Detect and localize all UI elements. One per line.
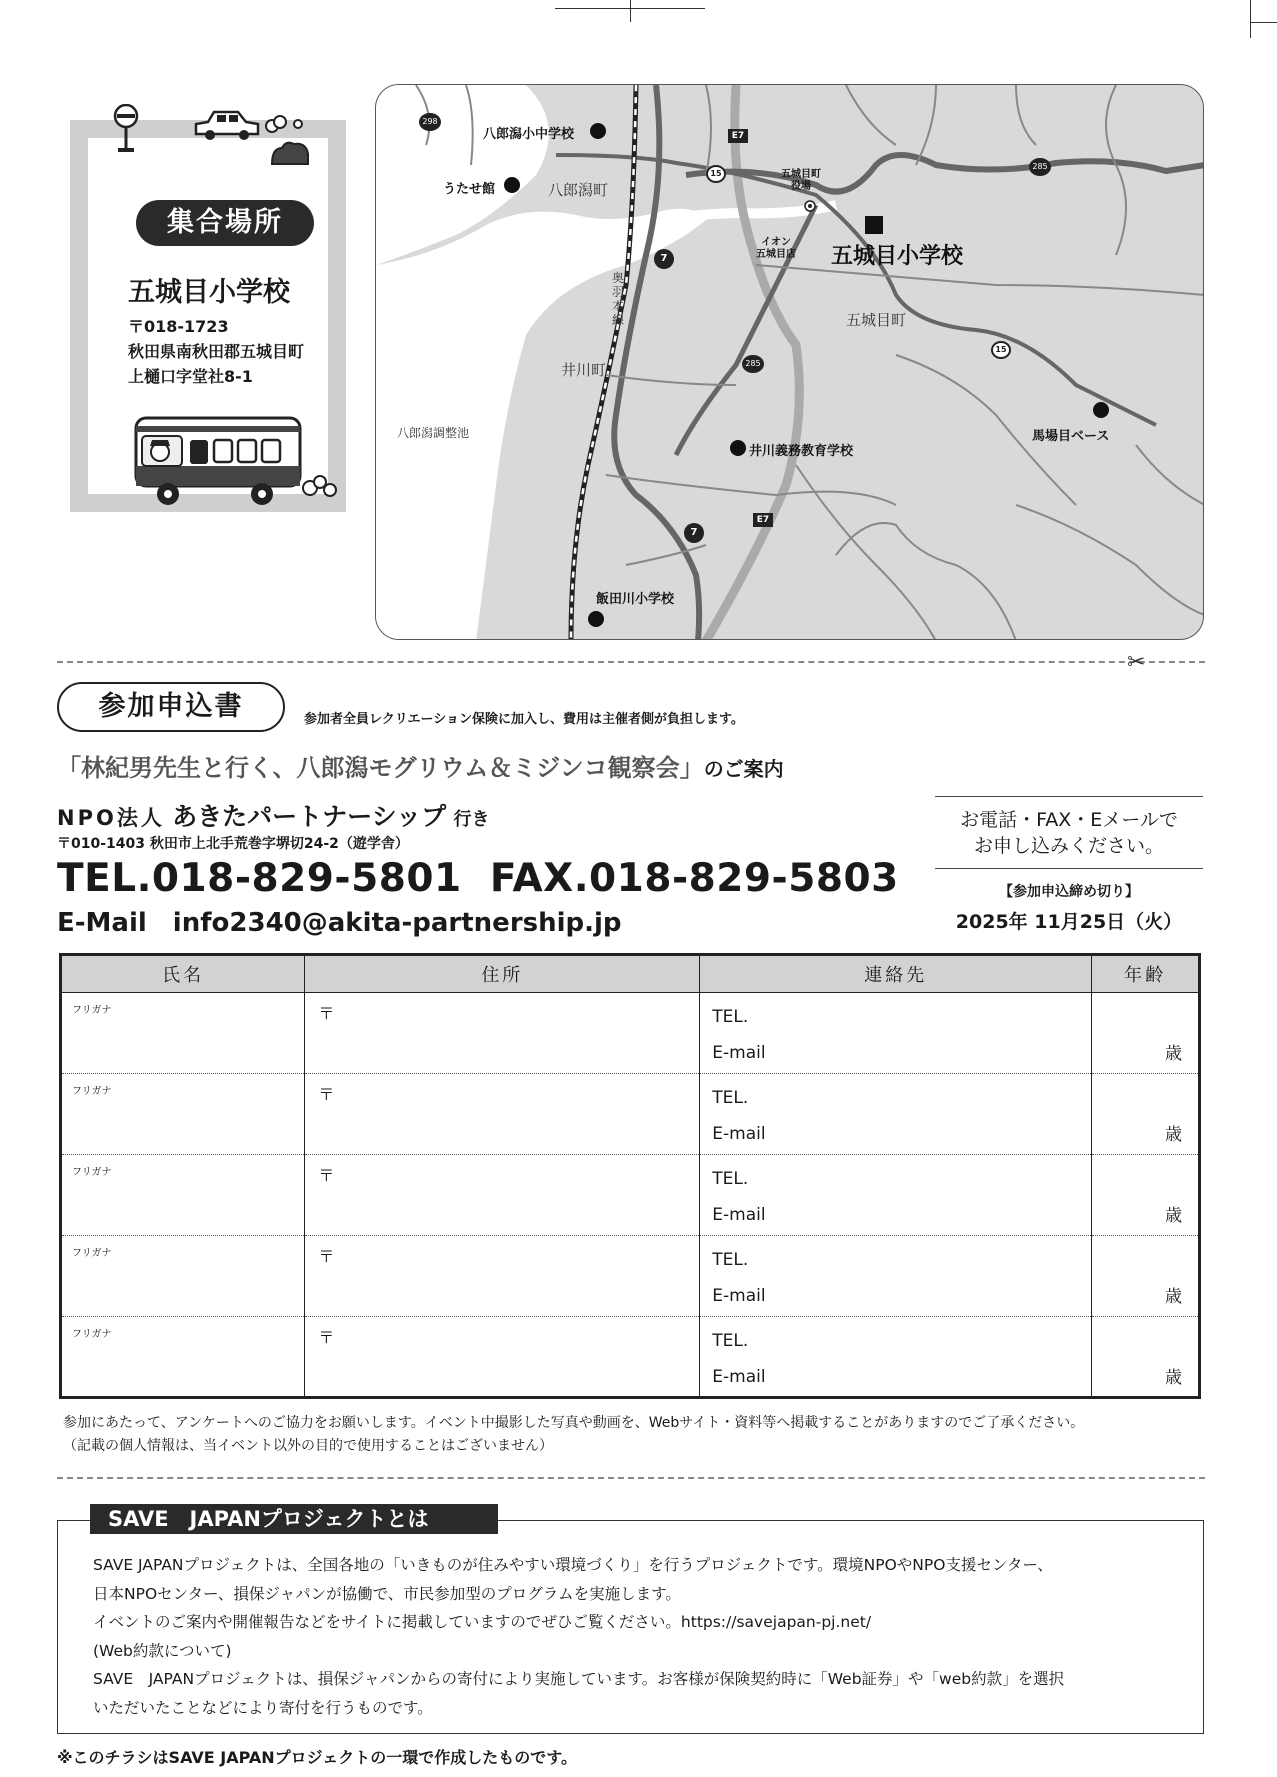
tel-label: TEL.	[712, 1250, 749, 1270]
map-label-aeon: イオン 五城目店	[756, 237, 796, 260]
map-label-gojome-office: 五城目町 役場	[781, 169, 821, 192]
header-address: 住所	[305, 955, 700, 993]
address-cell[interactable]	[305, 1074, 700, 1155]
event-title-suffix: のご案内	[703, 757, 784, 781]
name-cell[interactable]	[61, 1155, 305, 1236]
email-label: E-mail	[712, 1043, 766, 1063]
name-cell[interactable]	[61, 1074, 305, 1155]
map-label-hachirogata-town: 八郎潟町	[548, 181, 609, 199]
event-title	[57, 748, 784, 783]
name-cell[interactable]	[61, 1236, 305, 1317]
email-label: E-mail	[712, 1286, 766, 1306]
map-pin-ikawa-school	[730, 440, 746, 456]
footer-note: ※このチラシはSAVE JAPANプロジェクトの一環で作成したものです。	[57, 1748, 578, 1767]
save-japan-box	[57, 1520, 1204, 1734]
tel-label: TEL.	[712, 1007, 749, 1027]
cloud-icon	[262, 114, 306, 136]
map-label-pond: 八郎潟調整池	[397, 426, 470, 440]
tel-number[interactable]: TEL.018-829-5801	[57, 856, 462, 901]
map-pin-hachirogata-school	[590, 123, 606, 139]
map-pin-iitagawa-school	[588, 611, 604, 627]
map-label-gojome-school: 五城目小学校	[831, 244, 964, 269]
notice-line1: 参加にあたって、アンケートへのご協力をお願いします。イベント中撮影した写真や動画を、Webサイト・資料等へ掲載することがありますのでご了承ください。	[63, 1415, 1085, 1431]
furigana-label: フリガナ	[72, 1248, 112, 1259]
fax-number: FAX.018-829-5803	[489, 856, 899, 901]
event-title-main: 「林紀男先生と行く、八郎潟モグリウム＆ミジンコ観察会」	[57, 754, 704, 782]
tel-label: TEL.	[712, 1088, 749, 1108]
office-marker-icon	[804, 200, 816, 212]
notice-line2: （記載の個人情報は、当イベント以外の目的で使用することはございません）	[63, 1438, 553, 1454]
crop-mark-top-right-vertical	[1250, 0, 1251, 38]
map-pin-utasekan	[504, 177, 520, 193]
postal-mark: 〒	[318, 1004, 335, 1023]
contact-cell[interactable]	[700, 1074, 1092, 1155]
postal-mark: 〒	[318, 1085, 335, 1104]
address-cell[interactable]	[305, 1155, 700, 1236]
crop-mark-top-vertical	[630, 0, 631, 22]
save-japan-line3[interactable]: イベントのご案内や開催報告などをサイトに掲載していますのでぜひご覧ください。https://savejapan-pj.net/	[93, 1613, 872, 1631]
deadline-date: 2025年 11月25日（火）	[955, 911, 1183, 933]
table-row	[61, 1074, 1200, 1155]
age-unit: 歳	[1165, 1368, 1182, 1388]
save-japan-body	[93, 1551, 1064, 1722]
notice	[63, 1412, 1084, 1458]
map-label-ikawa-school: 井川義務教育学校	[749, 444, 854, 459]
route-e7-marker-top: E7	[728, 129, 748, 143]
crop-mark-top-right-horizontal	[1250, 22, 1277, 23]
table-row	[61, 1155, 1200, 1236]
bus-stop-icon	[110, 104, 142, 154]
name-cell[interactable]	[61, 1317, 305, 1398]
age-unit: 歳	[1165, 1206, 1182, 1226]
age-cell[interactable]	[1092, 1317, 1200, 1398]
header-name: 氏名	[61, 955, 305, 993]
route-7-marker-bottom: 7	[684, 523, 704, 543]
table-row	[61, 993, 1200, 1074]
map-pin-baba-base	[1093, 402, 1109, 418]
application-info-box	[935, 796, 1203, 934]
map-label-ikawa-town: 井川町	[561, 361, 607, 379]
route-15-marker-top: 15	[706, 165, 726, 183]
area-map	[375, 84, 1204, 640]
org-prefix: NPO法人	[57, 806, 165, 830]
map-label-iitagawa-school: 飯田川小学校	[596, 592, 675, 607]
tel-label: TEL.	[712, 1169, 749, 1189]
table-row	[61, 1236, 1200, 1317]
address-cell[interactable]	[305, 1236, 700, 1317]
furigana-label: フリガナ	[72, 1005, 112, 1016]
phone-fax	[57, 856, 899, 901]
meeting-postal: 〒018-1723	[128, 317, 229, 336]
organization	[57, 797, 489, 833]
furigana-label: フリガナ	[72, 1167, 112, 1178]
age-cell[interactable]	[1092, 1236, 1200, 1317]
bus-icon	[132, 412, 304, 512]
route-e7-marker-bottom: E7	[753, 513, 773, 527]
age-unit: 歳	[1165, 1044, 1182, 1064]
map-pin-gojome-school	[865, 216, 883, 234]
meeting-place-badge: 集合場所	[136, 200, 314, 246]
table-header-row	[61, 955, 1200, 993]
map-label-baba-base: 馬場目ベース	[1032, 429, 1110, 444]
application-table	[59, 953, 1201, 1399]
tel-label: TEL.	[712, 1331, 749, 1351]
car-icon	[192, 108, 262, 144]
save-japan-line6: いただいたことなどにより寄付を行うものです。	[93, 1698, 433, 1717]
name-cell[interactable]	[61, 993, 305, 1074]
postal-mark: 〒	[318, 1328, 335, 1347]
address-cell[interactable]	[305, 993, 700, 1074]
cloud-icon-bottom	[300, 474, 340, 500]
form-title: 参加申込書	[57, 682, 285, 732]
insurance-note: 参加者全員レクリエーション保険に加入し、費用は主催者側が負担します。	[304, 712, 744, 727]
meeting-address-line2: 上樋口字堂社8-1	[128, 367, 253, 386]
map-label-utasekan: うたせ館	[443, 182, 496, 197]
route-7-marker-top: 7	[654, 249, 674, 269]
map-label-gojome-town: 五城目町	[846, 311, 907, 329]
call-line1: お電話・FAX・Eメールで	[960, 809, 1178, 831]
furigana-label: フリガナ	[72, 1086, 112, 1097]
address-cell[interactable]	[305, 1317, 700, 1398]
meeting-address-line1: 秋田県南秋田郡五城目町	[128, 342, 305, 361]
contact-cell[interactable]	[700, 1236, 1092, 1317]
table-row	[61, 1317, 1200, 1398]
age-unit: 歳	[1165, 1125, 1182, 1145]
bush-icon	[270, 140, 310, 166]
route-15-marker-right: 15	[991, 341, 1011, 359]
route-298-marker: 298	[419, 113, 441, 131]
age-cell[interactable]	[1092, 1074, 1200, 1155]
org-suffix: 行き	[453, 809, 490, 830]
furigana-label: フリガナ	[72, 1329, 112, 1340]
save-japan-line5: SAVE JAPANプロジェクトは、損保ジャパンからの寄付により実施しています。お客様が保険契約時に「Web証券」や「web約款」を選択	[93, 1670, 1065, 1688]
route-285-marker-top: 285	[1029, 158, 1051, 176]
route-285-marker-mid: 285	[742, 355, 764, 373]
contact-cell[interactable]	[700, 993, 1092, 1074]
email-label: E-mail	[712, 1205, 766, 1225]
email-address[interactable]: E-Mail info2340@akita-partnership.jp	[57, 908, 622, 938]
scissors-icon: ✂	[1127, 650, 1146, 675]
map-label-hachirogata-school: 八郎潟小中学校	[483, 127, 575, 142]
age-cell[interactable]	[1092, 1155, 1200, 1236]
save-japan-line2: 日本NPOセンター、損保ジャパンが協働で、市民参加型のプログラムを実施します。	[93, 1584, 681, 1603]
contact-cell[interactable]	[700, 1317, 1092, 1398]
contact-cell[interactable]	[700, 1155, 1092, 1236]
header-contact: 連絡先	[700, 955, 1092, 993]
cut-line-bottom	[57, 1477, 1205, 1479]
postal-mark: 〒	[318, 1166, 335, 1185]
call-line2: お申し込みください。	[973, 835, 1164, 857]
map-label-ou-line: 奥羽本線	[612, 271, 625, 327]
deadline-label: 【参加申込締め切り】	[999, 884, 1139, 900]
save-japan-line4: (Web約款について)	[93, 1641, 232, 1660]
cut-line-top	[57, 661, 1205, 663]
age-unit: 歳	[1165, 1287, 1182, 1307]
postal-mark: 〒	[318, 1247, 335, 1266]
meeting-place-address	[128, 314, 304, 389]
table-body	[61, 993, 1200, 1398]
org-name: あきたパートナーシップ	[172, 802, 447, 831]
meeting-place-name: 五城目小学校	[128, 277, 290, 308]
save-japan-title: SAVE JAPANプロジェクトとは	[90, 1504, 498, 1534]
org-address: 〒010-1403 秋田市上北手荒巻字堺切24-2（遊学舎）	[57, 836, 409, 852]
header-age: 年齢	[1092, 955, 1200, 993]
save-japan-line1: SAVE JAPANプロジェクトは、全国各地の「いきものが住みやすい環境づくり」を行うプロジェクトです。環境NPOやNPO支援センター、	[93, 1556, 1053, 1574]
email-label: E-mail	[712, 1124, 766, 1144]
age-cell[interactable]	[1092, 993, 1200, 1074]
email-label: E-mail	[712, 1367, 766, 1387]
call-instruction	[935, 797, 1203, 868]
